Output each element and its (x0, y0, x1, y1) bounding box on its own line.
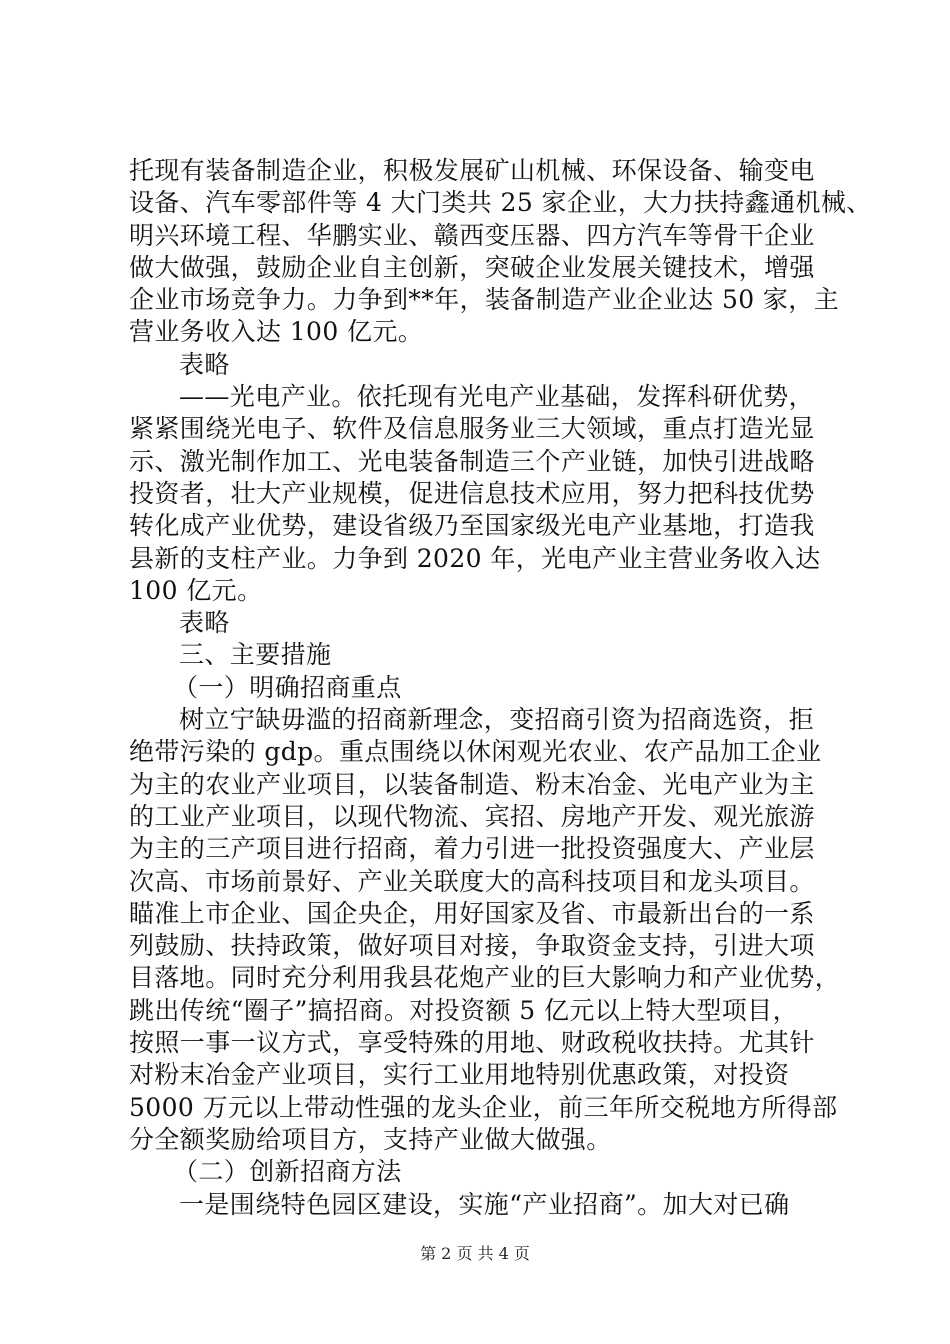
text-line: 分全额奖励给项目方，支持产业做大做强。 (129, 1124, 612, 1154)
text-line: 为主的三产项目进行招商，着力引进一批投资强度大、产业层 (129, 834, 815, 864)
text-line: 县新的支柱产业。力争到 2020 年，光电产业主营业务收入达 (129, 543, 821, 573)
text-line: 绝带污染的 gdp。重点围绕以休闲观光农业、农产品加工企业 (129, 737, 822, 767)
page-footer: 第 2 页 共 4 页 (420, 1244, 530, 1263)
text-line: ——光电产业。依托现有光电产业基础，发挥科研优势， (179, 382, 815, 412)
text-line: 转化成产业优势，建设省级乃至国家级光电产业基地，打造我 (129, 511, 815, 541)
text-line: 紧紧围绕光电子、软件及信息服务业三大领域，重点打造光显 (129, 414, 815, 444)
text-line: 营业务收入达 100 亿元。 (129, 317, 424, 347)
text-line: 明兴环境工程、华鹏实业、赣西变压器、四方汽车等骨干企业 (129, 220, 815, 250)
text-line: 目落地。同时充分利用我县花炮产业的巨大影响力和产业优势， (129, 963, 841, 993)
text-line: 一是围绕特色园区建设，实施“产业招商”。加大对已确 (179, 1189, 790, 1219)
text-line: 瞄准上市企业、国企央企，用好国家及省、市最新出台的一系 (129, 898, 815, 928)
text-line: 5000 万元以上带动性强的龙头企业，前三年所交税地方所得部 (129, 1092, 838, 1122)
text-line: 树立宁缺毋滥的招商新理念，变招商引资为招商选资，拒 (179, 705, 815, 735)
text-line: 做大做强，鼓励企业自主创新，突破企业发展关键技术，增强 (129, 252, 815, 282)
document-body (129, 155, 872, 1221)
text-line: 按照一事一议方式，享受特殊的用地、财政税收扶持。尤其针 (129, 1028, 815, 1058)
text-line: 跳出传统“圈子”搞招商。对投资额 5 亿元以上特大型项目， (129, 995, 798, 1025)
text-line: 为主的农业产业项目，以装备制造、粉末冶金、光电产业为主 (129, 769, 815, 799)
text-line: 的工业产业项目，以现代物流、宾招、房地产开发、观光旅游 (129, 801, 815, 831)
text-line: 对粉末冶金产业项目，实行工业用地特别优惠政策，对投资 (129, 1060, 790, 1090)
text-line: （二）创新招商方法 (173, 1157, 402, 1187)
text-line: 投资者，壮大产业规模，促进信息技术应用，努力把科技优势 (129, 478, 815, 508)
text-line: 列鼓励、扶持政策，做好项目对接，争取资金支持，引进大项 (129, 931, 815, 961)
text-line: 表略 (179, 349, 230, 379)
text-line: 100 亿元。 (129, 575, 263, 605)
text-line: 托现有装备制造企业，积极发展矿山机械、环保设备、输变电 (129, 156, 815, 185)
text-line: （一）明确招商重点 (173, 672, 402, 702)
text-line: 设备、汽车零部件等 4 大门类共 25 家企业，大力扶持鑫通机械、 (129, 188, 872, 218)
text-line: 次高、市场前景好、产业关联度大的高科技项目和龙头项目。 (129, 866, 815, 896)
text-line: 表略 (179, 608, 230, 638)
text-line: 三、主要措施 (179, 640, 332, 670)
text-line: 示、激光制作加工、光电装备制造三个产业链，加快引进战略 (129, 446, 815, 476)
text-line: 企业市场竞争力。力争到**年，装备制造产业企业达 50 家，主 (129, 285, 840, 315)
